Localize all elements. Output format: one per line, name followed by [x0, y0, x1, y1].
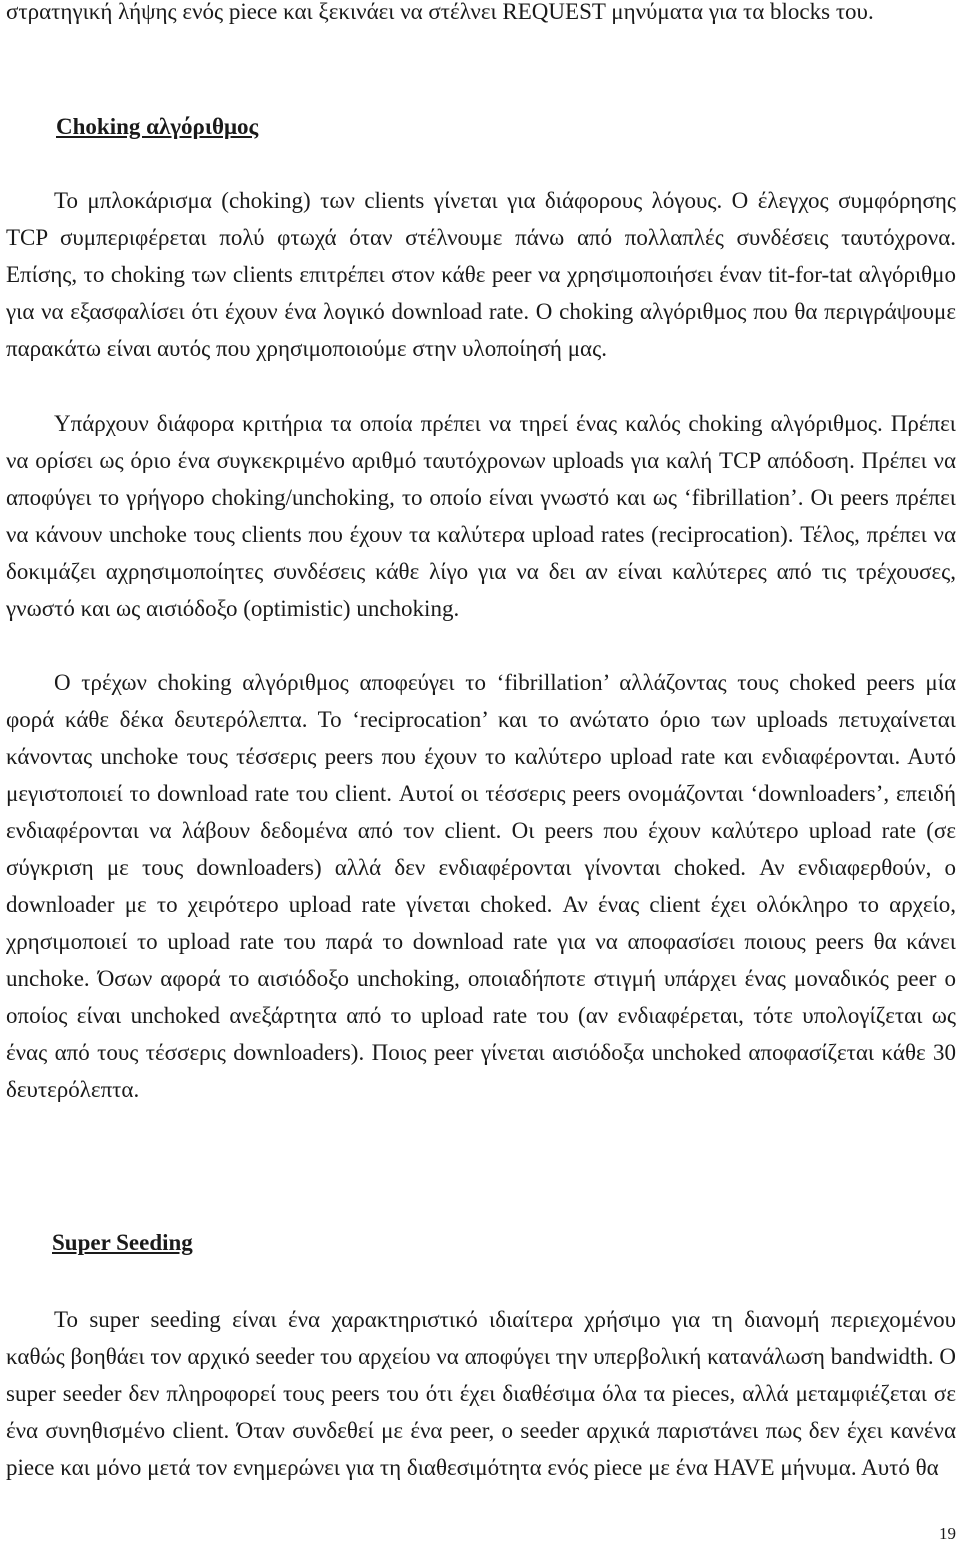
choking-paragraph-2: Υπάρχουν διάφορα κριτήρια τα οποία πρέπει να τηρεί ένας καλός choking αλγόριθμος. Πρέπει να ορίσει ως όριο ένα συγκεκριμένο αριθμό ταυτόχρονων uploads για καλή TCP απόδοση. Πρέπει να αποφύγει το γρήγορο choking/unchoking, το οποίο είναι γνωστό και ως ‘fibrillation’. Οι peers πρέπει να κάνουν unchoke τους clients που έχουν τα καλύτερα upload rates (reciprocation). Τέλος, πρέπει να δοκιμάζει αχρησιμοποίητες συνδέσεις κάθε λίγο για να δει αν είναι καλύτερες από τις τρέχουσες, γνωστό και ως αισιόδοξο (optimistic) unchoking.	[6, 411, 956, 621]
choking-heading: Choking αλγόριθμος	[56, 114, 259, 139]
super-seeding-paragraph: Το super seeding είναι ένα χαρακτηριστικό ιδιαίτερα χρήσιμο για τη διανομή περιεχομένου καθώς βοηθάει τον αρχικό seeder του αρχείου να αποφύγει την υπερβολική κατανάλωση bandwidth. Ο super seeder δεν πληροφορεί τους peers του ότι έχει διαθέσιμα όλα τα pieces, αλλά μεταμφιέζεται σε ένα συνηθισμένο client. Όταν συνδεθεί με ένα peer, ο seeder αρχικά παριστάνει πως δεν έχει κανένα piece και μόνο μετά τον ενημερώνει για τη διαθεσιμότητα ενός piece με ένα HAVE μήνυμα. Αυτό θα	[6, 1307, 956, 1480]
super-seeding-heading: Super Seeding	[52, 1230, 193, 1255]
choking-paragraph-1: Το μπλοκάρισμα (choking) των clients γίνεται για διάφορους λόγους. Ο έλεγχος συμφόρησης TCP συμπεριφέρεται πολύ φτωχά όταν στέλνουμε πάνω από πολλαπλές συνδέσεις ταυτόχρονα. Επίσης, το choking των clients επιτρέπει στον κάθε peer να χρησιμοποιήσει έναν tit-for-tat αλγόριθμο για να εξασφαλίσει ότι έχουν ένα λογικό download rate. Ο choking αλγόριθμος που θα περιγράψουμε παρακάτω είναι αυτός που χρησιμοποιούμε στην υλοποίησή μας.	[6, 188, 956, 361]
continuation-paragraph: στρατηγική λήψης ενός piece και ξεκινάει να στέλνει REQUEST μηνύματα για τα blocks του.	[6, 0, 874, 24]
page-number: 19	[939, 1524, 956, 1543]
choking-paragraph-3: Ο τρέχων choking αλγόριθμος αποφεύγει το ‘fibrillation’ αλλάζοντας τους choked peers μία φορά κάθε δέκα δευτερόλεπτα. Το ‘reciprocation’ και το ανώτατο όριο των uploads πετυχαίνεται κάνοντας unchoke τους τέσσερις peers που έχουν το καλύτερο upload rate και ενδιαφέρονται. Αυτό μεγιστοποιεί το download rate του client. Αυτοί οι τέσσερις peers ονομάζονται ‘downloaders’, επειδή ενδιαφέρονται να λάβουν δεδομένα από τον client. Οι peers που έχουν καλύτερο upload rate (σε σύγκριση με τους downloaders) αλλά δεν ενδιαφέρονται γίνονται choked. Αν ενδιαφερθούν, ο downloader με το χειρότερο upload rate γίνεται choked. Αν ένας client έχει ολόκληρο το αρχείο, χρησιμοποιεί το upload rate του παρά το download rate για να αποφασίσει ποιους peers θα κάνει unchoke. Όσων αφορά το αισιόδοξο unchoking, οποιαδήποτε στιγμή υπάρχει ένας μοναδικός peer ο οποίος είναι unchoked ανεξάρτητα από το upload rate του (αν ενδιαφέρεται, τότε υπολογίζεται ως ένας από τους τέσσερις downloaders). Ποιος peer γίνεται αισιόδοξα unchoked αποφασίζεται κάθε 30 δευτερόλεπτα.	[6, 670, 956, 1102]
